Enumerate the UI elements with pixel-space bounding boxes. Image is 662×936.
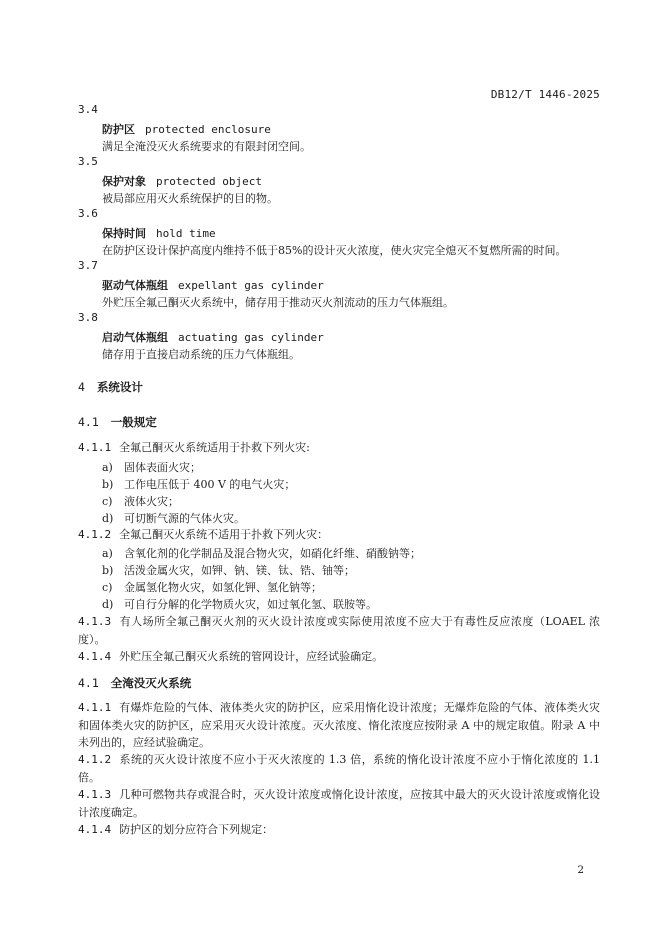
page-number: 2 (577, 864, 584, 876)
list-text: 工作电压低于 400 V 的电气火灾； (124, 478, 296, 491)
term-zh: 保持时间 (102, 227, 146, 240)
list-letter: b) (102, 564, 114, 577)
list-letter: c) (102, 581, 113, 594)
term-en: hold time (156, 227, 216, 240)
clause-number: 4.1.2 (78, 753, 112, 766)
section-heading (78, 675, 191, 691)
list-item (102, 579, 322, 595)
list-item (102, 510, 245, 526)
clause-text: 外贮压全氟己酮灭火系统的管网设计，应经试验确定。 (119, 650, 384, 663)
term-definition: 被局部应用灭火系统保护的目的物。 (102, 192, 278, 205)
term-zh: 驱动气体瓶组 (102, 279, 168, 292)
list-item (102, 545, 421, 561)
term-definition: 外贮压全氟己酮灭火系统中，储存用于推动灭火剂流动的压力气体瓶组。 (102, 296, 454, 309)
chapter-heading (78, 379, 143, 395)
term-en: actuating gas cylinder (178, 331, 324, 344)
term-title (102, 277, 324, 293)
clause-text: 有爆炸危险的气体、液体类火灾的防护区，应采用惰化设计浓度；无爆炸危险的气体、液体类火灾和固体类火灾的防护区，应采用灭火设计浓度。灭火浓度、惰化浓度应按附录 A 中的规定取值。附录 A 中未列出的，应经试验确定。 (78, 701, 600, 749)
list-text: 可自行分解的化学物质火灾，如过氧化氢、联胺等。 (124, 598, 377, 611)
clause-text: 有人场所全氟己酮灭火剂的灭火设计浓度或实际使用浓度不应大于有毒性反应浓度（LOAEL 浓度）。 (78, 615, 600, 646)
list-letter: b) (102, 478, 114, 491)
clause-number: 4.1.4 (78, 823, 112, 836)
clause-text: 全氟己酮灭火系统适用于扑救下列火灾: (119, 441, 310, 454)
chapter-title: 系统设计 (96, 380, 143, 394)
clause (78, 786, 600, 821)
list-text: 可切断气源的气体火灾。 (124, 512, 245, 525)
list-letter: d) (102, 512, 114, 525)
term-zh: 防护区 (102, 123, 135, 136)
term-number: 3.7 (78, 259, 98, 272)
standard-code: DB12/T 1446-2025 (490, 88, 600, 101)
section-number: 4.1 (78, 415, 99, 429)
clause (78, 699, 600, 752)
clause-number: 4.1.2 (78, 528, 112, 541)
term-en: expellant gas cylinder (178, 279, 324, 292)
list-text: 活泼金属火灾，如钾、钠、镁、钛、锆、铀等； (124, 564, 355, 577)
term-definition: 在防护区设计保护高度内维持不低于85%的设计灭火浓度，使火灾完全熄灭不复燃所需的时间。 (102, 244, 567, 257)
list-letter: a) (102, 547, 113, 560)
section-title: 全淹没灭火系统 (110, 676, 192, 690)
term-zh: 启动气体瓶组 (102, 331, 168, 344)
clause (78, 439, 600, 457)
clause (78, 648, 600, 666)
list-item (102, 562, 355, 578)
term-number: 3.8 (78, 311, 98, 324)
term-en: protected object (156, 175, 262, 188)
clause (78, 526, 600, 544)
clause-number: 4.1.3 (78, 615, 112, 628)
clause-text: 全氟己酮灭火系统不适用于扑救下列火灾： (119, 528, 329, 541)
term-number: 3.5 (78, 155, 98, 168)
term-title (102, 121, 271, 137)
list-item (102, 596, 377, 612)
term-title (102, 225, 216, 241)
list-letter: c) (102, 495, 113, 508)
term-zh: 保护对象 (102, 175, 146, 188)
list-item (102, 459, 201, 475)
clause-number: 4.1.3 (78, 788, 112, 801)
list-text: 金属氢化物火灾，如氢化钾、氢化钠等； (124, 581, 322, 594)
section-heading (78, 414, 157, 430)
chapter-number: 4 (78, 380, 85, 394)
list-item (102, 493, 179, 509)
term-number: 3.6 (78, 207, 98, 220)
list-text: 含氧化剂的化学制品及混合物火灾，如硝化纤维、硝酸钠等； (124, 547, 421, 560)
term-definition: 储存用于直接启动系统的压力气体瓶组。 (102, 348, 300, 361)
section-number: 4.1 (78, 676, 99, 690)
term-en: protected enclosure (145, 123, 271, 136)
term-definition: 满足全淹没灭火系统要求的有限封闭空间。 (102, 140, 311, 153)
list-letter: d) (102, 598, 114, 611)
list-text: 液体火灾； (124, 495, 179, 508)
list-letter: a) (102, 461, 113, 474)
clause-number: 4.1.1 (78, 701, 112, 714)
clause (78, 613, 600, 648)
clause (78, 751, 600, 786)
clause-number: 4.1.4 (78, 650, 112, 663)
list-item (102, 476, 295, 492)
clause-text: 防护区的划分应符合下列规定： (119, 823, 274, 836)
term-number: 3.4 (78, 103, 98, 116)
clause-text: 系统的灭火设计浓度不应小于灭火浓度的 1.3 倍，系统的惰化设计浓度不应小于惰化浓度的 1.1 倍。 (78, 753, 600, 784)
term-title (102, 329, 324, 345)
list-text: 固体表面火灾； (124, 461, 201, 474)
clause-number: 4.1.1 (78, 441, 112, 454)
term-title (102, 173, 262, 189)
clause (78, 821, 600, 839)
section-title: 一般规定 (110, 415, 157, 429)
clause-text: 几种可燃物共存或混合时，灭火设计浓度或惰化设计浓度，应按其中最大的灭火设计浓度或惰化设计浓度确定。 (78, 788, 600, 819)
